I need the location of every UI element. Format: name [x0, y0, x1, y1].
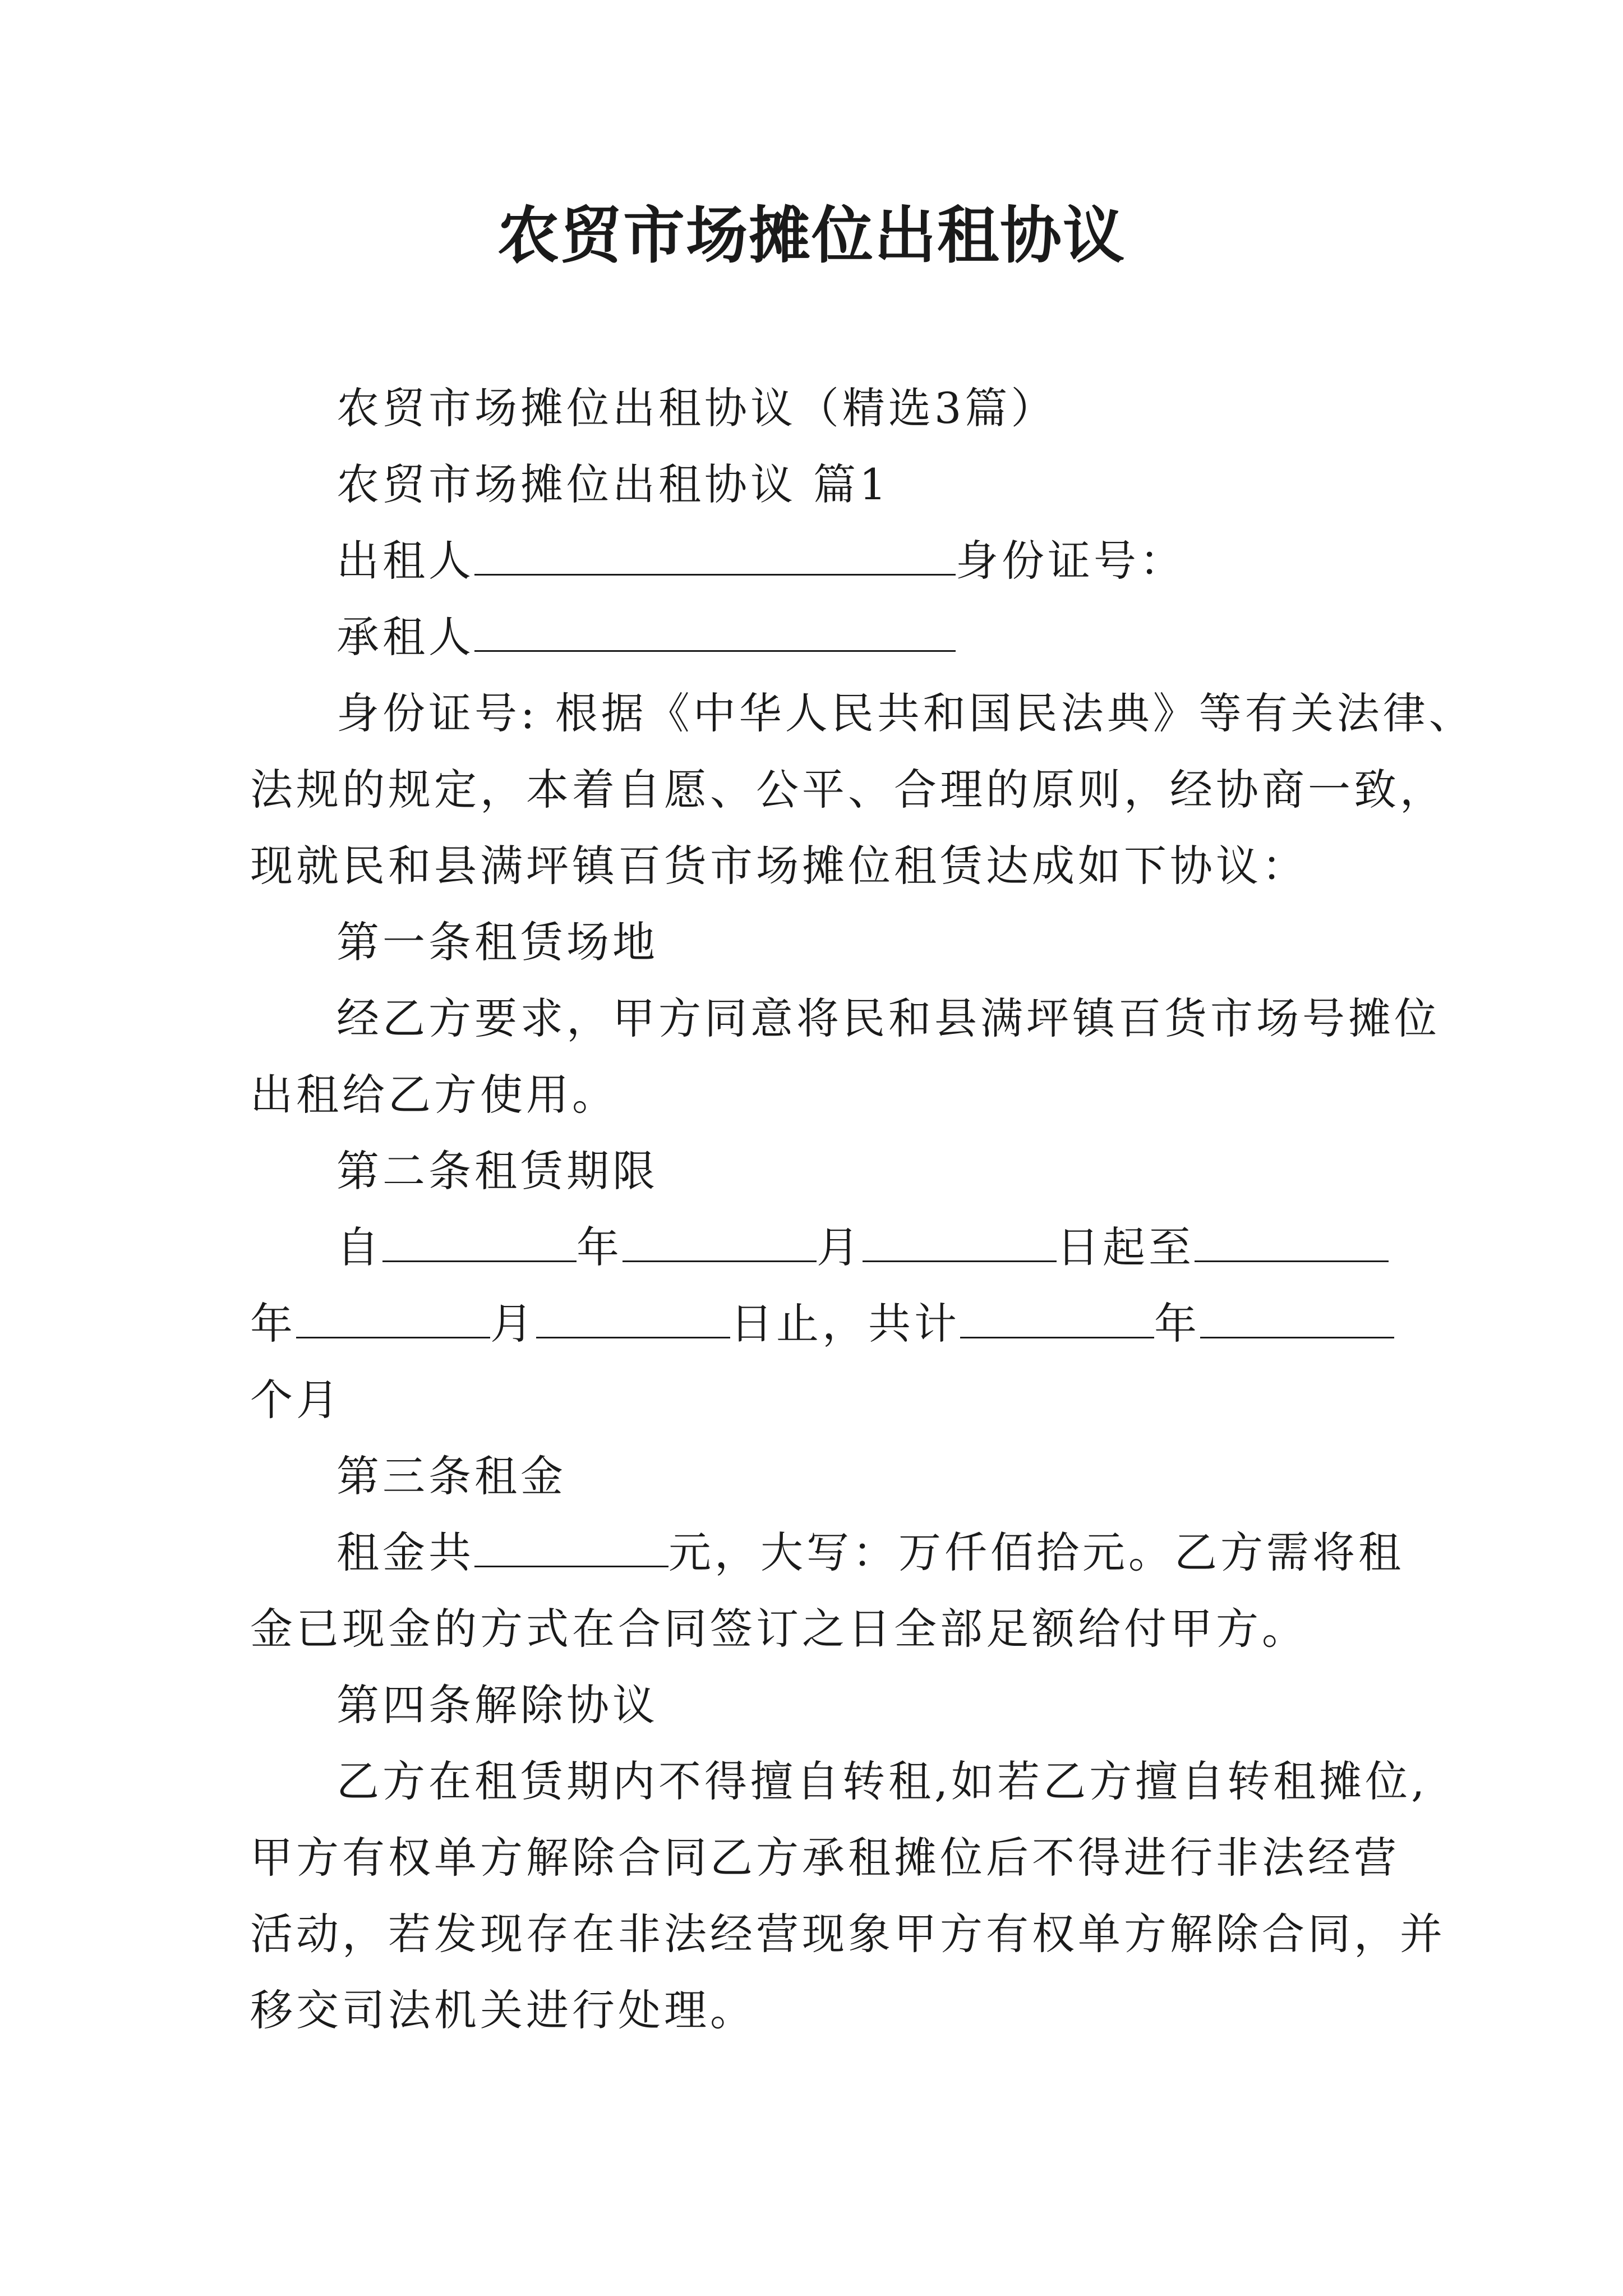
lessee-line — [250, 599, 1383, 675]
paragraph-line: 法规的规定，本着自愿、公平、合理的原则，经协商一致， — [250, 765, 1446, 815]
day-blank — [863, 1222, 1057, 1262]
term-text: 年 — [1154, 1299, 1200, 1349]
end-month-blank — [296, 1299, 490, 1338]
paragraph-line: 出租给乙方使用。 — [250, 1070, 618, 1120]
paragraph-line: 经乙方要求，甲方同意将民和县满坪镇百货市场号摊位 — [336, 993, 1440, 1043]
paragraph-line: 个月 — [250, 1375, 342, 1425]
term-text: 月 — [490, 1299, 536, 1349]
paragraph-line: 活动，若发现存在非法经营现象甲方有权单方解除合同，并 — [250, 1909, 1446, 1959]
lessor-blank — [474, 536, 956, 576]
total-years-blank — [960, 1299, 1154, 1338]
rent-amount-blank — [474, 1527, 668, 1567]
term-text: 日止，共计 — [730, 1299, 960, 1349]
section-heading: 农贸市场摊位出租协议 篇1 — [336, 459, 890, 509]
year-blank — [382, 1222, 577, 1262]
document-title: 农贸市场摊位出租协议 — [497, 199, 1126, 272]
paragraph-line: 金已现金的方式在合同签订之日全部足额给付甲方。 — [250, 1604, 1308, 1654]
paragraph-line: 现就民和县满坪镇百货市场摊位租赁达成如下协议： — [250, 841, 1308, 891]
lessee-blank — [474, 612, 956, 652]
end-year-blank — [1195, 1222, 1389, 1262]
paragraph-line: 身份证号: 根据《中华人民共和国民法典》等有关法律、 — [336, 688, 1475, 738]
paragraph-line: 乙方在租赁期内不得擅自转租,如若乙方擅自转租摊位, — [336, 1756, 1428, 1806]
rent-text: 租金共 — [336, 1527, 474, 1577]
paragraph-line: 甲方有权单方解除合同乙方承租摊位后不得进行非法经营 — [250, 1833, 1400, 1883]
article-heading: 第三条租金 — [336, 1451, 566, 1501]
term-text: 月 — [817, 1222, 863, 1272]
month-blank — [623, 1222, 817, 1262]
term-text: 自 — [336, 1222, 382, 1272]
term-line — [250, 1286, 1383, 1362]
rent-text: 元，大写：万仟佰拾元。乙方需将租 — [668, 1527, 1404, 1577]
end-day-blank — [536, 1299, 730, 1338]
lessor-label: 出租人 — [336, 536, 474, 586]
document-body — [250, 370, 1475, 2049]
article-heading: 第一条租赁场地 — [336, 917, 658, 967]
term-line — [250, 1209, 1383, 1286]
term-text: 年 — [250, 1299, 296, 1349]
lessor-line — [250, 523, 1383, 599]
lessee-label: 承租人 — [336, 612, 474, 662]
rent-line — [250, 1515, 1404, 1591]
subtitle-line: 农贸市场摊位出租协议（精选3篇） — [336, 383, 1057, 433]
term-text: 年 — [577, 1222, 623, 1272]
paragraph-line: 移交司法机关进行处理。 — [250, 1985, 756, 2035]
id-number-label: 身份证号： — [956, 536, 1186, 586]
article-heading: 第四条解除协议 — [336, 1680, 658, 1730]
term-text: 日起至 — [1057, 1222, 1195, 1272]
total-months-blank — [1200, 1299, 1394, 1338]
article-heading: 第二条租赁期限 — [336, 1146, 658, 1196]
